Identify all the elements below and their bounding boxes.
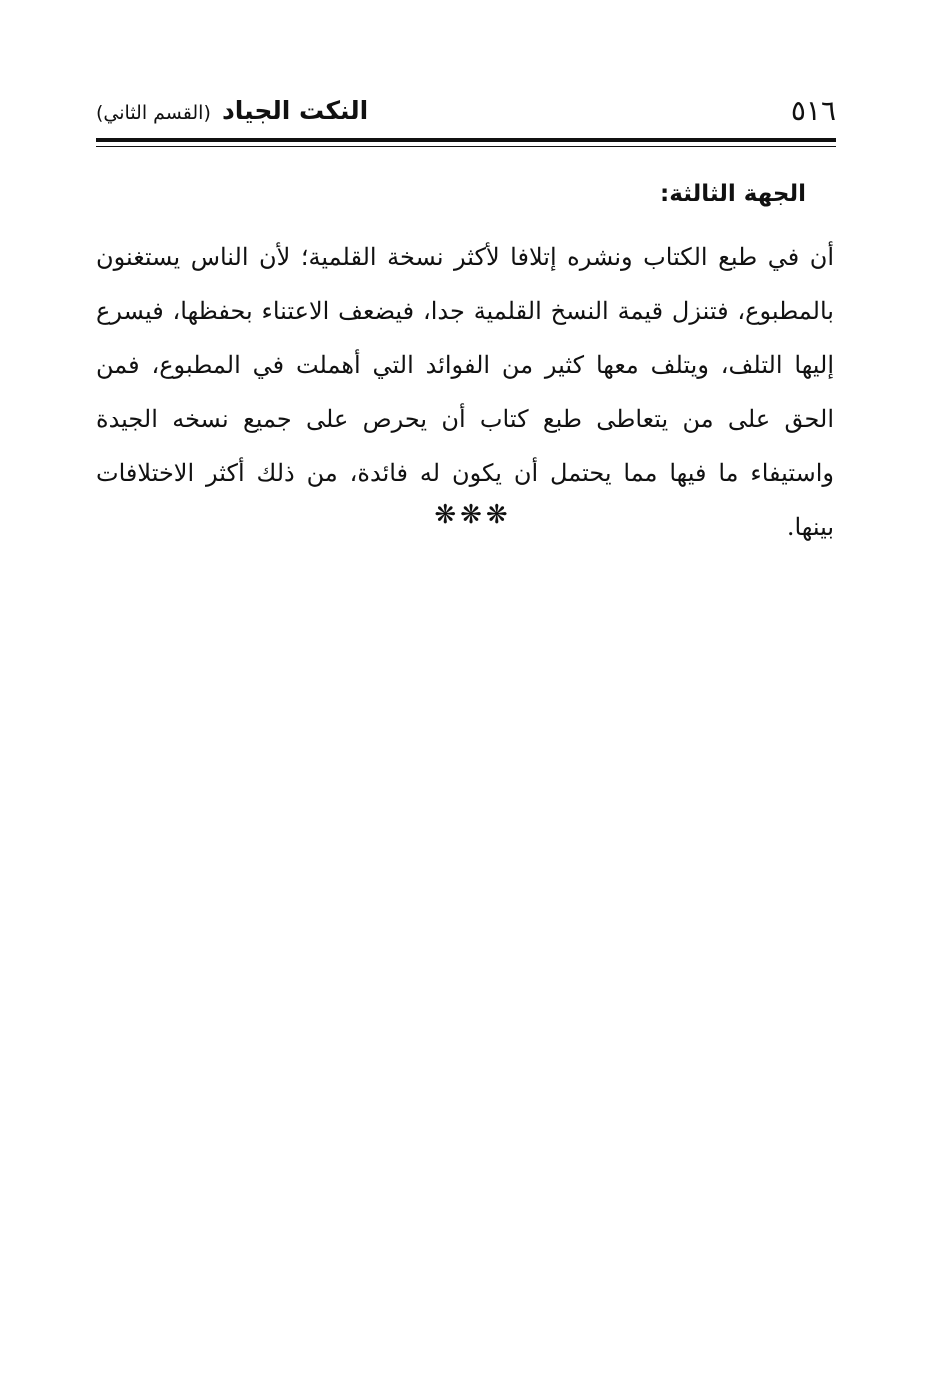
running-title: [96, 96, 368, 125]
page-number: ٥١٦: [790, 94, 836, 127]
section-heading: الجهة الثالثة:: [660, 181, 806, 207]
book-title: النكت الجياد: [221, 96, 369, 125]
body-paragraph: أن في طبع الكتاب ونشره إتلافا لأكثر نسخة القلمية؛ لأن الناس يستغنون بالمطبوع، فتنزل قيمة النسخ القلمية جدا، فيضعف الاعتناء بحفظها، فيسرع إليها التلف، ويتلف معها كثير من الفوائد التي أهملت في المطبوع، فمن الحق على من يتعاطى طبع كتاب أن يحرص على جميع نسخه الجيدة واستيفاء ما فيها مما يحتمل أن يكون له فائدة، من ذلك أكثر الاختلافات بينها.: [96, 243, 834, 541]
page-header: [96, 90, 836, 130]
header-rule-thin: [96, 146, 836, 147]
section-label: (القسم الثاني): [96, 102, 211, 124]
main-content: [96, 176, 836, 554]
section-separator: ❋❋❋: [434, 500, 512, 530]
header-rule-thick: [96, 138, 836, 142]
